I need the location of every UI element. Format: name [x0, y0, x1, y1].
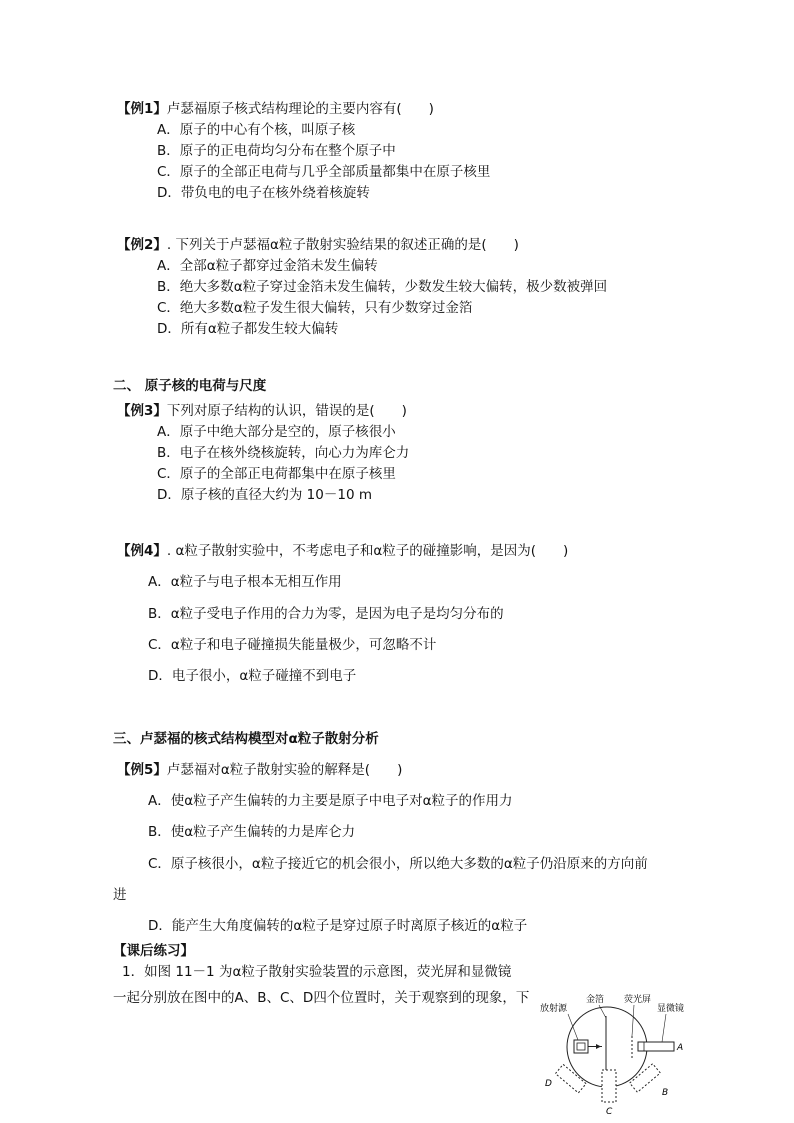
example-2-stem: . 下列关于卢瑟福α粒子散射实验结果的叙述正确的是( ): [166, 237, 519, 253]
example-5-tag: 【例5】: [117, 762, 167, 778]
example-3-option-d: D．原子核的直径大约为 10－10 m: [157, 487, 372, 503]
example-5-stem: 卢瑟福对α粒子散射实验的解释是( ): [166, 762, 403, 778]
example-3-option-a: A．原子中绝大部分是空的，原子核很小: [157, 424, 396, 440]
label-foil: 金箔: [586, 995, 605, 1005]
example-1-option-c: C．原子的全部正电荷与几乎全部质量都集中在原子核里: [157, 164, 491, 180]
example-3-option-c: C．原子的全部正电荷都集中在原子核里: [157, 466, 396, 482]
example-5-option-b: B．使α粒子产生偏转的力是库仑力: [148, 824, 356, 840]
example-1-option-a: A．原子的中心有个核，叫原子核: [157, 122, 356, 138]
section-3-heading: 三、卢瑟福的核式结构模型对α粒子散射分析: [113, 731, 379, 747]
detector-b: [630, 1064, 661, 1092]
label-position-a: A: [677, 1043, 684, 1053]
example-5-option-a: A．使α粒子产生偏转的力主要是原子中电子对α粒子的作用力: [148, 793, 513, 809]
example-2-option-a: A．全部α粒子都穿过金箔未发生偏转: [157, 258, 378, 274]
example-2-question: [117, 236, 519, 254]
homework-heading: 【课后练习】: [113, 943, 194, 959]
example-3-tag: 【例3】: [117, 403, 167, 419]
example-1-option-d: D．带负电的电子在核外绕着核旋转: [157, 185, 370, 201]
example-2-option-c: C．绝大多数α粒子发生很大偏转，只有少数穿过金箔: [157, 300, 473, 316]
example-1-stem: 卢瑟福原子核式结构理论的主要内容有( ): [166, 101, 434, 117]
label-position-c: C: [606, 1107, 613, 1117]
example-4-option-c: C．α粒子和电子碰撞损失能量极少，可忽略不计: [148, 637, 437, 653]
detector-d: [555, 1064, 586, 1092]
label-position-b: B: [662, 1088, 669, 1098]
example-1-question: [117, 100, 434, 118]
example-5-option-c-continued: 进: [113, 887, 127, 903]
example-1-tag: 【例1】: [117, 101, 167, 117]
example-3-question: [117, 402, 407, 420]
label-source: 放射源: [540, 1004, 568, 1014]
example-4-stem: . α粒子散射实验中，不考虑电子和α粒子的碰撞影响，是因为( ): [166, 543, 569, 559]
label-microscope: 显微镜: [657, 1004, 685, 1014]
label-position-d: D: [545, 1079, 552, 1089]
example-3-option-b: B．电子在核外绕核旋转，向心力为库仑力: [157, 445, 410, 461]
example-5-option-d: D．能产生大角度偏转的α粒子是穿过原子时离原子核近的α粒子: [148, 918, 528, 934]
example-2-option-d: D．所有α粒子都发生较大偏转: [157, 321, 339, 337]
homework-q1-line-2: 一起分别放在图中的A、B、C、D四个位置时，关于观察到的现象，下: [113, 990, 530, 1006]
example-2-option-b: B．绝大多数α粒子穿过金箔未发生偏转，少数发生较大偏转，极少数被弹回: [157, 279, 608, 295]
example-4-tag: 【例4】: [117, 543, 167, 559]
example-1-option-b: B．原子的正电荷均匀分布在整个原子中: [157, 143, 396, 159]
microscope-a: [638, 1042, 674, 1051]
beam-arrow: [596, 1044, 601, 1049]
example-5-question: [117, 761, 402, 779]
example-5-option-c: C．原子核很小，α粒子接近它的机会很小，所以绝大多数的α粒子仍沿原来的方向前: [148, 856, 648, 872]
example-4-option-d: D．电子很小，α粒子碰撞不到电子: [148, 668, 357, 684]
example-4-question: [117, 542, 568, 560]
example-4-option-b: B．α粒子受电子作用的合力为零，是因为电子是均匀分布的: [148, 606, 504, 622]
example-2-tag: 【例2】: [117, 237, 167, 253]
section-2-heading: 二、 原子核的电荷与尺度: [113, 378, 267, 394]
detector-c: [602, 1070, 616, 1102]
homework-q1-line-1: 1．如图 11－1 为α粒子散射实验装置的示意图，荧光屏和显微镜: [122, 964, 512, 980]
source-box: [574, 1040, 588, 1053]
example-3-stem: 下列对原子结构的认识，错误的是( ): [166, 403, 407, 419]
label-screen: 荧光屏: [624, 995, 652, 1005]
example-4-option-a: A．α粒子与电子根本无相互作用: [148, 574, 342, 590]
scattering-apparatus-figure: [530, 990, 700, 1120]
